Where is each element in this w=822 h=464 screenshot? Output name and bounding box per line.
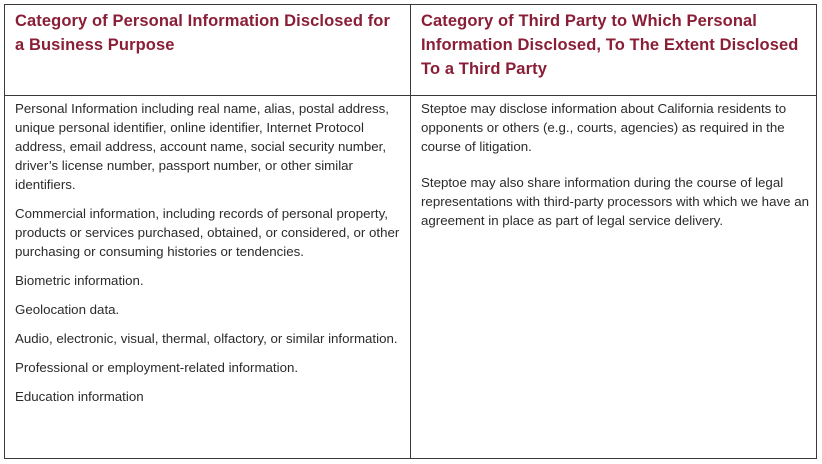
third-party-cell (421, 99, 813, 247)
header-personal-information-category: Category of Personal Information Disclosed for a Business Purpose (15, 12, 390, 54)
list-item: Audio, electronic, visual, thermal, olfactory, or similar information. (15, 331, 398, 346)
column-divider (410, 5, 411, 458)
personal-information-cell (15, 99, 403, 416)
header-divider (5, 95, 816, 96)
list-item: Personal Information including real name, alias, postal address, unique personal identifier, online identifier, Internet Protocol address, email address, account name, social security number, driver’s license number, passport number, or other similar identifiers. (15, 101, 389, 192)
list-item: Geolocation data. (15, 302, 120, 317)
paragraph: Steptoe may disclose information about California residents to opponents or others (e.g., courts, agencies) as required in the course of litigation. (421, 101, 787, 154)
disclosure-table (4, 4, 817, 459)
header-third-party-category: Category of Third Party to Which Personal Information Disclosed, To The Extent Disclosed To a Third Party (421, 12, 799, 78)
list-item: Professional or employment-related information. (15, 360, 299, 375)
list-item: Education information (15, 389, 144, 404)
list-item: Commercial information, including records of personal property, products or services purchased, obtained, or considered, or other purchasing or consuming histories or tendencies. (15, 206, 400, 259)
paragraph: Steptoe may also share information during the course of legal representations with third-party processors with which we have an agreement in place as part of legal service delivery. (421, 175, 810, 228)
list-item: Biometric information. (15, 273, 144, 288)
